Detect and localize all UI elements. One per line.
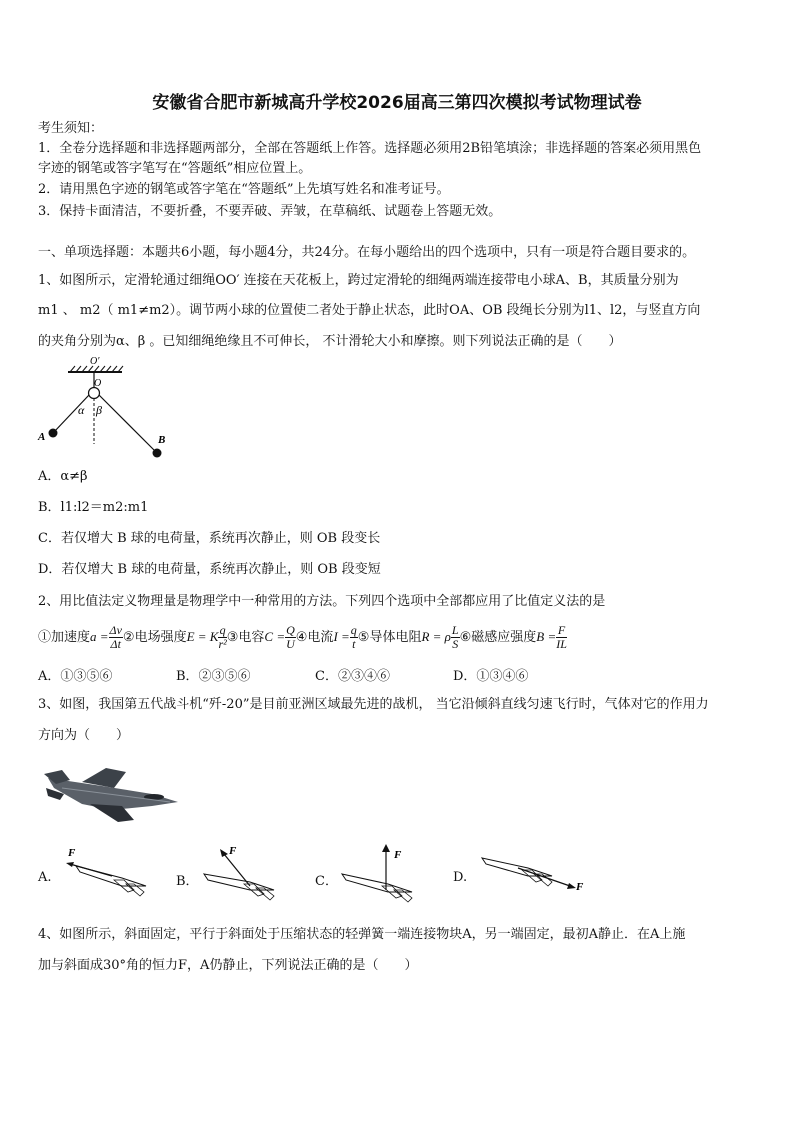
q2-formula-4-den: t [352, 637, 356, 651]
q2-formula-6-fraction [556, 624, 567, 651]
label-beta: β [96, 403, 102, 417]
section-heading: 一、单项选择题：本题共6小题，每小题4分，共24分。在每小题给出的四个选项中，只有一项是符合题目要求的。 [38, 245, 696, 260]
q3-stem-line-1: 3、如图，我国第五代战斗机“歼-20”是目前亚洲区域最先进的战机， 当它沿倾斜直线匀速飞行时，气体对它的作用力 [38, 697, 709, 712]
q2-formula-3-den: U [286, 637, 295, 651]
notice-item-2: 2．请用黑色字迹的钢笔或答字笔在“答题纸”上先填写姓名和准考证号。 [38, 182, 450, 197]
q2-option-a: A．①③⑤⑥ [38, 669, 113, 684]
q2-formula-1-lhs: a = [90, 629, 109, 644]
q2-formula-5-label: ⑤导体电阻 [357, 630, 422, 645]
q3-option-c: C． [315, 874, 338, 889]
q2-option-b: B．②③⑤⑥ [176, 669, 251, 684]
q2-option-c: C．②③④⑥ [315, 669, 390, 684]
notice-heading: 考生须知： [38, 121, 104, 136]
notice-item-3: 3．保持卡面清洁，不要折叠，不要弄破、弄皱，在草稿纸、试题卷上答题无效。 [38, 204, 502, 219]
q2-option-d: D．①③④⑥ [453, 669, 529, 684]
q2-formula-3-num: Q [286, 623, 295, 637]
q4-stem-line-1: 4、如图所示，斜面固定，平行于斜面处于压缩状态的轻弹簧一端连接物块A，另一端固定，最初A静止．在A上施 [38, 927, 686, 942]
q2-formula-1-label: ①加速度 [38, 630, 91, 645]
q2-formula-6-num: F [557, 623, 566, 637]
q1-option-a: A．α≠β [38, 469, 88, 484]
q1-option-b: B．l1:l2＝m2:m1 [38, 500, 149, 515]
q1-stem-line-3: 的夹角分别为α、β 。已知细绳绝缘且不可伸长， 不计滑轮大小和摩擦。则下列说法正确的是（ ） [38, 334, 622, 349]
q2-formula-1-fraction [109, 624, 123, 651]
q2-formula-row [38, 622, 567, 653]
q1-option-d: D．若仅增大 B 球的电荷量，系统再次静止，则 OB 段变短 [38, 562, 381, 577]
page-title: 安徽省合肥市新城高升学校2026届高三第四次模拟考试物理试卷 [152, 93, 642, 113]
label-a: A [38, 431, 46, 443]
q2-formula-4-label: ④电流 [295, 630, 334, 645]
q2-formula-6-den: IL [556, 637, 567, 651]
j20-jet-photo [42, 764, 182, 826]
force-label-c: F [394, 849, 402, 861]
q2-formula-5-den: S [452, 637, 459, 651]
q2-formula-6-label: ⑥磁感应强度 [459, 630, 537, 645]
q2-formula-5-fraction [451, 624, 460, 651]
notice-item-1: 1．全卷分选择题和非选择题两部分，全部在答题纸上作答。选择题必须用2B铅笔填涂；非选择题的答案必须用黑色 [38, 141, 702, 156]
q2-formula-5-lhs: R = ρ [421, 629, 451, 644]
q2-formula-3-lhs: C = [264, 629, 286, 644]
q2-formula-2-lhs: E = K [186, 629, 219, 644]
q1-option-c: C．若仅增大 B 球的电荷量，系统再次静止，则 OB 段变长 [38, 531, 381, 546]
label-b: B [158, 434, 166, 446]
label-o: O [94, 378, 102, 389]
q2-formula-6-lhs: B = [536, 629, 557, 644]
q3-option-c-diagram [338, 842, 430, 908]
ball-b [153, 449, 162, 458]
q2-formula-4-num: q [350, 623, 357, 637]
ball-a [49, 429, 58, 438]
force-label-d: F [576, 881, 584, 893]
q1-stem-line-2: m1 、 m2（ m1≠m2）。调节两小球的位置使二者处于静止状态，此时OA、OB 段绳长分别为l1、l2，与竖直方向 [38, 303, 701, 318]
q3-option-b-diagram [200, 842, 292, 904]
q3-option-d-diagram [478, 852, 590, 898]
q2-formula-3-label: ③电容 [226, 630, 265, 645]
q2-formula-2-den: r² [218, 637, 227, 651]
q3-option-d: D. [453, 870, 468, 885]
q2-formula-3-fraction [285, 624, 296, 651]
q3-option-a: A. [38, 870, 52, 885]
q2-stem: 2、用比值法定义物理量是物理学中一种常用的方法。下列四个选项中全部都应用了比值定义法的是 [38, 594, 606, 609]
q1-pulley-diagram [30, 352, 190, 462]
q3-stem-line-2: 方向为（ ） [38, 728, 130, 743]
q2-formula-2-fraction [218, 624, 226, 651]
notice-item-1-cont: 字迹的钢笔或答字笔写在“答题纸”相应位置上。 [38, 161, 312, 176]
q2-formula-5-num: L [451, 623, 459, 637]
label-o-prime: O′ [90, 356, 100, 367]
q2-formula-2-label: ②电场强度 [122, 630, 187, 645]
force-label-a: F [68, 847, 76, 859]
q3-option-b: B． [176, 874, 199, 889]
force-label-b: F [229, 845, 237, 857]
q2-formula-1-num: Δv [109, 623, 122, 637]
q2-formula-2-num: q [219, 623, 226, 637]
q2-formula-1-den: Δt [110, 637, 121, 651]
q2-formula-4-lhs: I = [333, 629, 350, 644]
q4-stem-line-2: 加与斜面成30°角的恒力F，A仍静止，下列说法正确的是（ ） [38, 958, 418, 973]
q3-option-a-diagram [62, 846, 154, 898]
q1-stem-line-1: 1、如图所示，定滑轮通过细绳OO′ 连接在天花板上，跨过定滑轮的细绳两端连接带电小球A、B，其质量分别为 [38, 273, 679, 288]
label-alpha: α [78, 403, 85, 417]
q2-formula-4-fraction [350, 624, 358, 651]
